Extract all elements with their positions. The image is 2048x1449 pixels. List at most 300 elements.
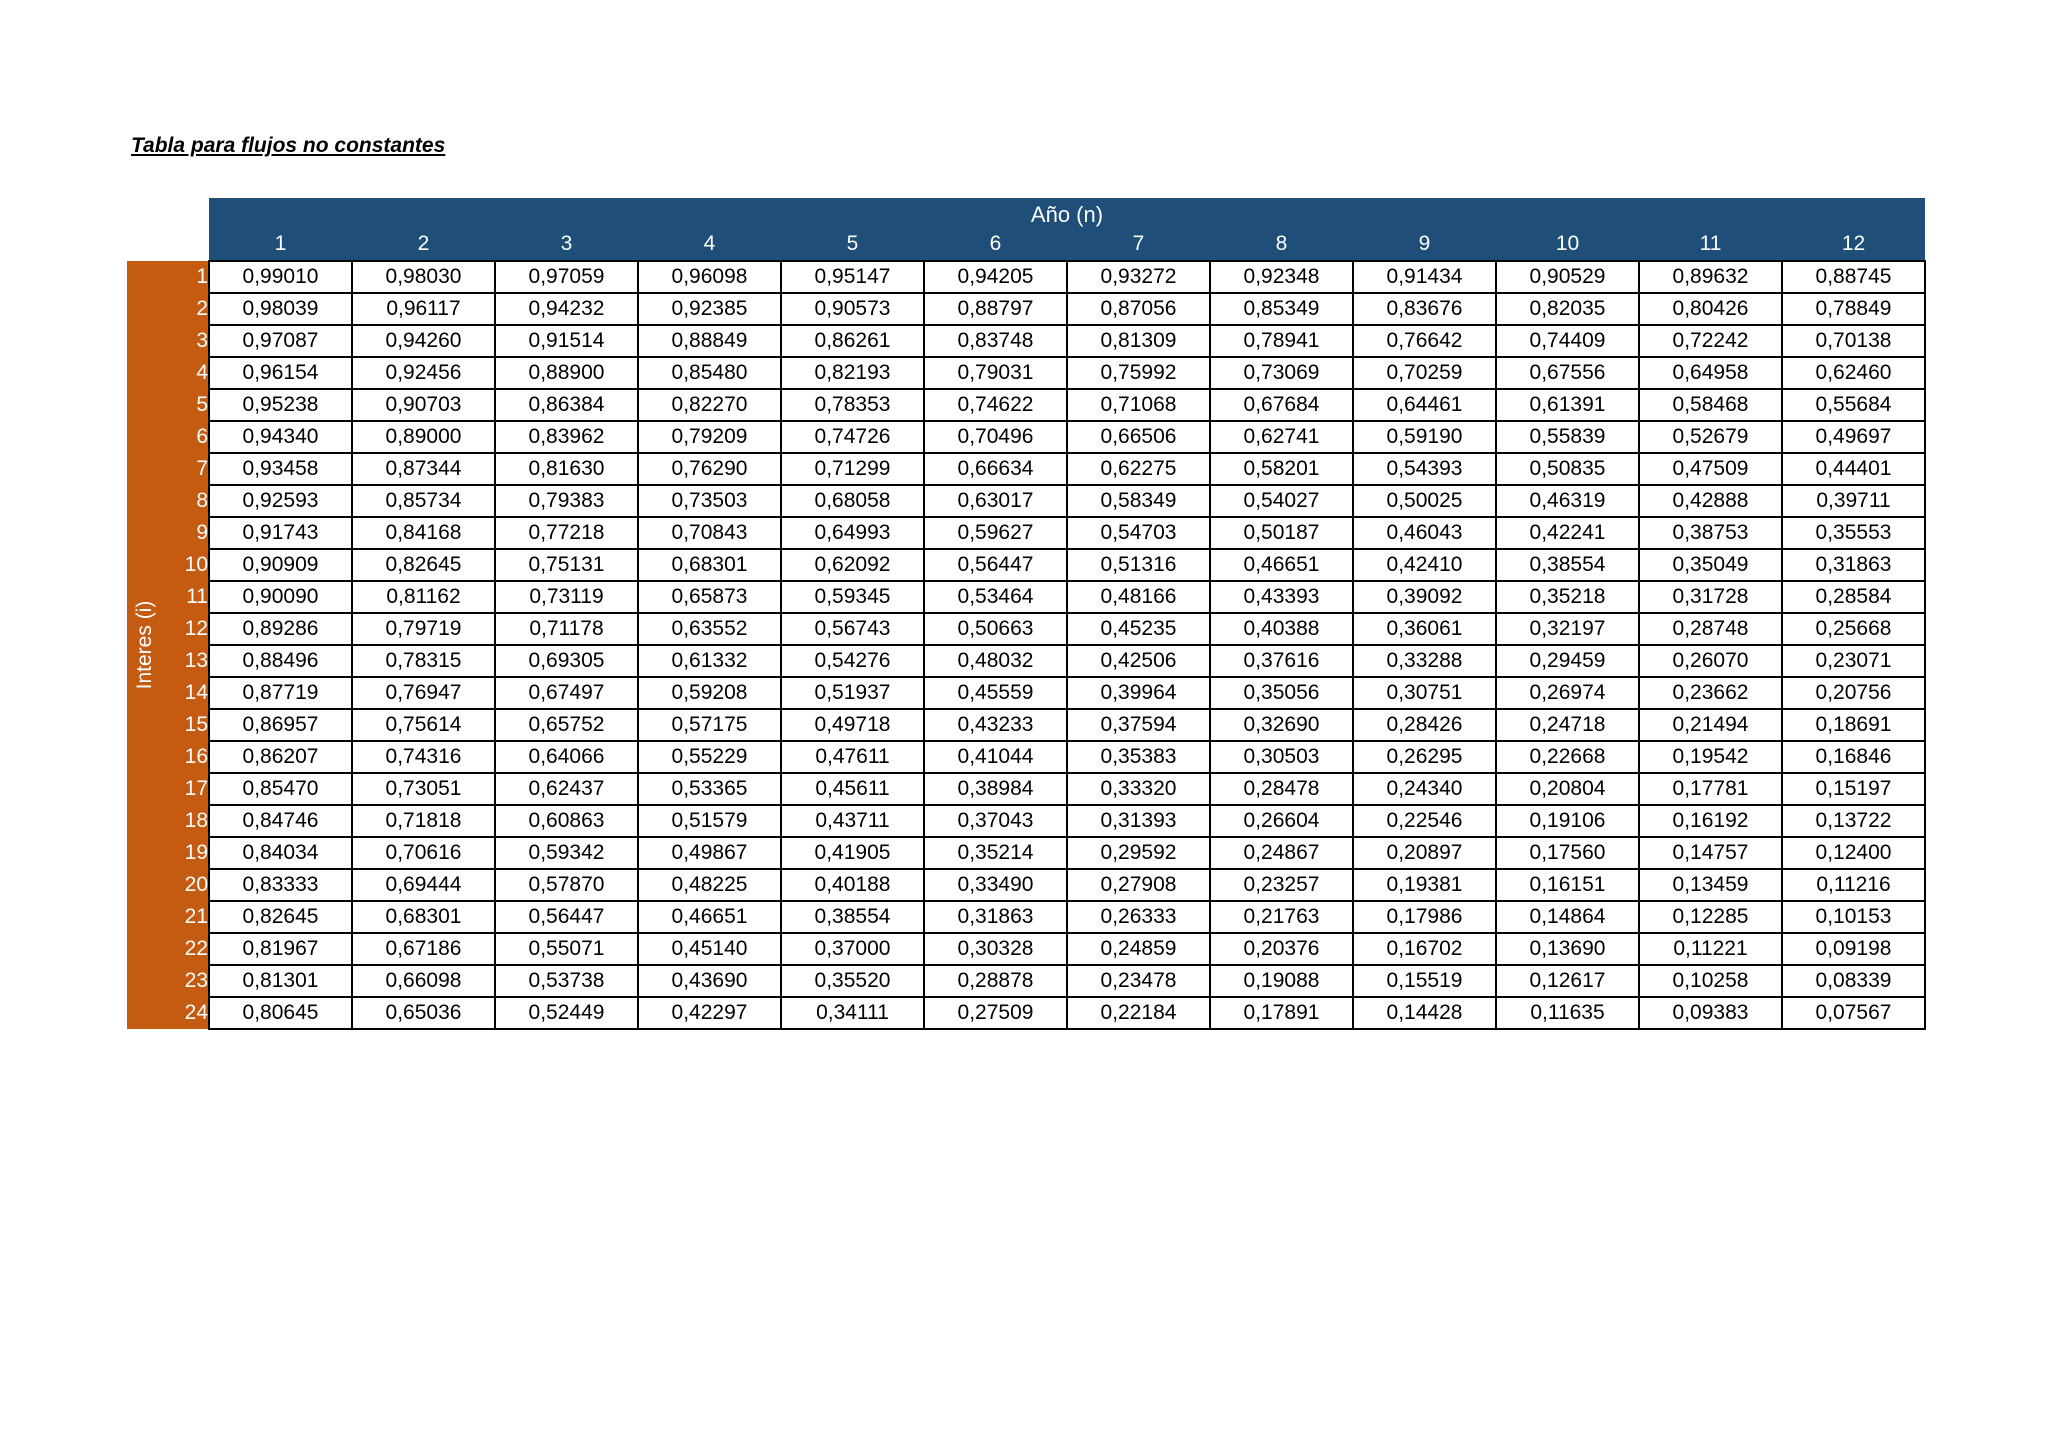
table-cell: 0,24340	[1353, 773, 1496, 805]
table-cell: 0,28426	[1353, 709, 1496, 741]
table-cell: 0,64958	[1639, 357, 1782, 389]
table-cell: 0,35214	[924, 837, 1067, 869]
table-cell: 0,93458	[209, 453, 352, 485]
year-header-cell: 7	[1067, 228, 1210, 261]
table-cell: 0,81967	[209, 933, 352, 965]
table-row	[127, 709, 1925, 741]
table-cell: 0,55684	[1782, 389, 1925, 421]
table-cell: 0,90529	[1496, 261, 1639, 293]
table-cell: 0,66098	[352, 965, 495, 997]
table-cell: 0,48032	[924, 645, 1067, 677]
table-cell: 0,98030	[352, 261, 495, 293]
table-cell: 0,74622	[924, 389, 1067, 421]
interest-rate-cell: 9	[163, 517, 209, 549]
table-cell: 0,88849	[638, 325, 781, 357]
table-cell: 0,91434	[1353, 261, 1496, 293]
table-cell: 0,26333	[1067, 901, 1210, 933]
table-cell: 0,54276	[781, 645, 924, 677]
interest-rate-cell: 1	[163, 261, 209, 293]
table-cell: 0,12400	[1782, 837, 1925, 869]
table-cell: 0,80426	[1639, 293, 1782, 325]
table-cell: 0,17781	[1639, 773, 1782, 805]
table-cell: 0,36061	[1353, 613, 1496, 645]
interest-rate-cell: 14	[163, 677, 209, 709]
table-cell: 0,67684	[1210, 389, 1353, 421]
table-cell: 0,22668	[1496, 741, 1639, 773]
table-cell: 0,37594	[1067, 709, 1210, 741]
table-cell: 0,55229	[638, 741, 781, 773]
table-cell: 0,81630	[495, 453, 638, 485]
table-cell: 0,94260	[352, 325, 495, 357]
table-row	[127, 261, 1925, 293]
table-cell: 0,83962	[495, 421, 638, 453]
table-cell: 0,23478	[1067, 965, 1210, 997]
table-cell: 0,35520	[781, 965, 924, 997]
table-cell: 0,91514	[495, 325, 638, 357]
table-cell: 0,42241	[1496, 517, 1639, 549]
table-cell: 0,79031	[924, 357, 1067, 389]
table-cell: 0,67556	[1496, 357, 1639, 389]
table-cell: 0,64461	[1353, 389, 1496, 421]
table-cell: 0,71178	[495, 613, 638, 645]
table-cell: 0,23257	[1210, 869, 1353, 901]
table-cell: 0,76290	[638, 453, 781, 485]
table-cell: 0,49867	[638, 837, 781, 869]
table-cell: 0,86261	[781, 325, 924, 357]
table-cell: 0,99010	[209, 261, 352, 293]
table-cell: 0,28878	[924, 965, 1067, 997]
table-cell: 0,94232	[495, 293, 638, 325]
table-cell: 0,52449	[495, 997, 638, 1029]
table-cell: 0,56447	[924, 549, 1067, 581]
table-cell: 0,26070	[1639, 645, 1782, 677]
table-cell: 0,39964	[1067, 677, 1210, 709]
table-cell: 0,12617	[1496, 965, 1639, 997]
table-cell: 0,47611	[781, 741, 924, 773]
interest-rate-cell: 8	[163, 485, 209, 517]
table-cell: 0,50025	[1353, 485, 1496, 517]
table-cell: 0,89632	[1639, 261, 1782, 293]
table-cell: 0,22546	[1353, 805, 1496, 837]
table-cell: 0,09383	[1639, 997, 1782, 1029]
table-row	[127, 325, 1925, 357]
table-cell: 0,89286	[209, 613, 352, 645]
table-cell: 0,53365	[638, 773, 781, 805]
table-cell: 0,90573	[781, 293, 924, 325]
row-group-label: Interes (i)	[133, 600, 156, 690]
table-cell: 0,35049	[1639, 549, 1782, 581]
table-cell: 0,07567	[1782, 997, 1925, 1029]
table-cell: 0,76947	[352, 677, 495, 709]
year-header-cell: 10	[1496, 228, 1639, 261]
table-cell: 0,16192	[1639, 805, 1782, 837]
table-cell: 0,16151	[1496, 869, 1639, 901]
table-cell: 0,96098	[638, 261, 781, 293]
table-cell: 0,54027	[1210, 485, 1353, 517]
table-cell: 0,13690	[1496, 933, 1639, 965]
table-cell: 0,88745	[1782, 261, 1925, 293]
year-header-cell: 3	[495, 228, 638, 261]
table-cell: 0,28748	[1639, 613, 1782, 645]
table-cell: 0,21494	[1639, 709, 1782, 741]
table-cell: 0,64066	[495, 741, 638, 773]
table-cell: 0,17560	[1496, 837, 1639, 869]
table-cell: 0,16702	[1353, 933, 1496, 965]
table-cell: 0,58349	[1067, 485, 1210, 517]
table-cell: 0,50835	[1496, 453, 1639, 485]
year-header-cell: 11	[1639, 228, 1782, 261]
year-header-cell: 2	[352, 228, 495, 261]
table-cell: 0,94340	[209, 421, 352, 453]
table-cell: 0,69444	[352, 869, 495, 901]
table-cell: 0,58201	[1210, 453, 1353, 485]
table-cell: 0,38554	[1496, 549, 1639, 581]
table-row	[127, 997, 1925, 1029]
table-cell: 0,75614	[352, 709, 495, 741]
table-cell: 0,91743	[209, 517, 352, 549]
table-row	[127, 933, 1925, 965]
table-cell: 0,63017	[924, 485, 1067, 517]
table-cell: 0,81162	[352, 581, 495, 613]
interest-rate-cell: 12	[163, 613, 209, 645]
table-cell: 0,89000	[352, 421, 495, 453]
table-cell: 0,26604	[1210, 805, 1353, 837]
table-cell: 0,90703	[352, 389, 495, 421]
table-cell: 0,96154	[209, 357, 352, 389]
table-cell: 0,08339	[1782, 965, 1925, 997]
table-cell: 0,71299	[781, 453, 924, 485]
table-cell: 0,95147	[781, 261, 924, 293]
table-cell: 0,51579	[638, 805, 781, 837]
table-cell: 0,86207	[209, 741, 352, 773]
interest-rate-cell: 13	[163, 645, 209, 677]
table-cell: 0,81301	[209, 965, 352, 997]
table-cell: 0,19381	[1353, 869, 1496, 901]
table-row	[127, 837, 1925, 869]
table-cell: 0,15197	[1782, 773, 1925, 805]
table-cell: 0,35218	[1496, 581, 1639, 613]
table-row	[127, 453, 1925, 485]
table-cell: 0,23071	[1782, 645, 1925, 677]
table-row	[127, 901, 1925, 933]
table-cell: 0,71068	[1067, 389, 1210, 421]
table-cell: 0,19542	[1639, 741, 1782, 773]
table-cell: 0,87056	[1067, 293, 1210, 325]
table-cell: 0,30328	[924, 933, 1067, 965]
table-cell: 0,10153	[1782, 901, 1925, 933]
table-cell: 0,82270	[638, 389, 781, 421]
table-cell: 0,70259	[1353, 357, 1496, 389]
table-cell: 0,47509	[1639, 453, 1782, 485]
table-cell: 0,68058	[781, 485, 924, 517]
table-cell: 0,38984	[924, 773, 1067, 805]
table-cell: 0,88496	[209, 645, 352, 677]
table-cell: 0,29592	[1067, 837, 1210, 869]
table-cell: 0,74726	[781, 421, 924, 453]
table-cell: 0,84034	[209, 837, 352, 869]
table-cell: 0,11216	[1782, 869, 1925, 901]
table-cell: 0,92593	[209, 485, 352, 517]
table-cell: 0,96117	[352, 293, 495, 325]
table-cell: 0,54393	[1353, 453, 1496, 485]
table-cell: 0,68301	[638, 549, 781, 581]
table-cell: 0,78353	[781, 389, 924, 421]
table-cell: 0,22184	[1067, 997, 1210, 1029]
discount-factor-table-container	[127, 198, 1926, 1030]
interest-rate-cell: 7	[163, 453, 209, 485]
table-cell: 0,77218	[495, 517, 638, 549]
table-cell: 0,82645	[209, 901, 352, 933]
year-header-cell: 8	[1210, 228, 1353, 261]
table-cell: 0,73119	[495, 581, 638, 613]
table-cell: 0,70616	[352, 837, 495, 869]
table-row	[127, 581, 1925, 613]
table-cell: 0,42410	[1353, 549, 1496, 581]
table-cell: 0,59342	[495, 837, 638, 869]
table-cell: 0,30503	[1210, 741, 1353, 773]
table-cell: 0,48225	[638, 869, 781, 901]
table-cell: 0,88797	[924, 293, 1067, 325]
table-cell: 0,63552	[638, 613, 781, 645]
table-cell: 0,37000	[781, 933, 924, 965]
table-cell: 0,83333	[209, 869, 352, 901]
table-row	[127, 357, 1925, 389]
table-cell: 0,59345	[781, 581, 924, 613]
table-cell: 0,85349	[1210, 293, 1353, 325]
table-cell: 0,55071	[495, 933, 638, 965]
table-cell: 0,79209	[638, 421, 781, 453]
table-cell: 0,58468	[1639, 389, 1782, 421]
table-cell: 0,46651	[638, 901, 781, 933]
table-cell: 0,70496	[924, 421, 1067, 453]
table-cell: 0,74316	[352, 741, 495, 773]
table-cell: 0,73503	[638, 485, 781, 517]
table-cell: 0,12285	[1639, 901, 1782, 933]
table-row	[127, 869, 1925, 901]
table-cell: 0,81309	[1067, 325, 1210, 357]
table-cell: 0,41044	[924, 741, 1067, 773]
table-cell: 0,11221	[1639, 933, 1782, 965]
table-cell: 0,43233	[924, 709, 1067, 741]
table-cell: 0,33490	[924, 869, 1067, 901]
table-cell: 0,20804	[1496, 773, 1639, 805]
table-row	[127, 805, 1925, 837]
table-cell: 0,42506	[1067, 645, 1210, 677]
table-row	[127, 613, 1925, 645]
table-cell: 0,67186	[352, 933, 495, 965]
interest-rate-cell: 23	[163, 965, 209, 997]
table-cell: 0,51937	[781, 677, 924, 709]
table-cell: 0,20376	[1210, 933, 1353, 965]
table-cell: 0,88900	[495, 357, 638, 389]
table-cell: 0,65752	[495, 709, 638, 741]
table-cell: 0,76642	[1353, 325, 1496, 357]
table-cell: 0,31393	[1067, 805, 1210, 837]
header-title-row	[127, 198, 1925, 228]
table-cell: 0,66506	[1067, 421, 1210, 453]
table-cell: 0,31863	[924, 901, 1067, 933]
table-cell: 0,56743	[781, 613, 924, 645]
table-cell: 0,43690	[638, 965, 781, 997]
table-cell: 0,31728	[1639, 581, 1782, 613]
table-cell: 0,82193	[781, 357, 924, 389]
table-row	[127, 645, 1925, 677]
table-cell: 0,62092	[781, 549, 924, 581]
table-cell: 0,45559	[924, 677, 1067, 709]
table-cell: 0,30751	[1353, 677, 1496, 709]
table-row	[127, 485, 1925, 517]
table-cell: 0,78849	[1782, 293, 1925, 325]
table-cell: 0,50663	[924, 613, 1067, 645]
table-cell: 0,97087	[209, 325, 352, 357]
table-cell: 0,75131	[495, 549, 638, 581]
interest-rate-cell: 10	[163, 549, 209, 581]
table-cell: 0,39711	[1782, 485, 1925, 517]
table-cell: 0,41905	[781, 837, 924, 869]
table-cell: 0,51316	[1067, 549, 1210, 581]
table-cell: 0,15519	[1353, 965, 1496, 997]
table-cell: 0,34111	[781, 997, 924, 1029]
table-cell: 0,92348	[1210, 261, 1353, 293]
table-cell: 0,84168	[352, 517, 495, 549]
table-cell: 0,32690	[1210, 709, 1353, 741]
table-cell: 0,19088	[1210, 965, 1353, 997]
table-cell: 0,86957	[209, 709, 352, 741]
header-corner	[127, 228, 209, 261]
table-cell: 0,66634	[924, 453, 1067, 485]
document-title: Tabla para flujos no constantes	[131, 134, 446, 157]
table-cell: 0,90090	[209, 581, 352, 613]
table-row	[127, 965, 1925, 997]
table-cell: 0,14428	[1353, 997, 1496, 1029]
table-cell: 0,85470	[209, 773, 352, 805]
table-cell: 0,28478	[1210, 773, 1353, 805]
table-cell: 0,93272	[1067, 261, 1210, 293]
table-cell: 0,69305	[495, 645, 638, 677]
table-body	[127, 261, 1925, 1029]
table-cell: 0,44401	[1782, 453, 1925, 485]
interest-rate-cell: 5	[163, 389, 209, 421]
table-row	[127, 293, 1925, 325]
table-cell: 0,79719	[352, 613, 495, 645]
table-cell: 0,20897	[1353, 837, 1496, 869]
table-cell: 0,39092	[1353, 581, 1496, 613]
table-cell: 0,53464	[924, 581, 1067, 613]
table-cell: 0,49718	[781, 709, 924, 741]
table-cell: 0,82035	[1496, 293, 1639, 325]
interest-rate-cell: 16	[163, 741, 209, 773]
table-cell: 0,42297	[638, 997, 781, 1029]
table-cell: 0,33320	[1067, 773, 1210, 805]
table-cell: 0,23662	[1639, 677, 1782, 709]
year-header-cell: 4	[638, 228, 781, 261]
interest-rate-cell: 2	[163, 293, 209, 325]
table-cell: 0,82645	[352, 549, 495, 581]
table-cell: 0,78941	[1210, 325, 1353, 357]
table-row	[127, 773, 1925, 805]
interest-rate-cell: 3	[163, 325, 209, 357]
table-cell: 0,24718	[1496, 709, 1639, 741]
table-cell: 0,19106	[1496, 805, 1639, 837]
table-row	[127, 741, 1925, 773]
year-header-cell: 9	[1353, 228, 1496, 261]
table-cell: 0,71818	[352, 805, 495, 837]
table-cell: 0,61332	[638, 645, 781, 677]
table-cell: 0,80645	[209, 997, 352, 1029]
table-cell: 0,60863	[495, 805, 638, 837]
interest-rate-cell: 20	[163, 869, 209, 901]
table-cell: 0,17986	[1353, 901, 1496, 933]
table-cell: 0,26974	[1496, 677, 1639, 709]
table-row	[127, 421, 1925, 453]
table-cell: 0,48166	[1067, 581, 1210, 613]
table-cell: 0,53738	[495, 965, 638, 997]
table-cell: 0,13722	[1782, 805, 1925, 837]
table-cell: 0,70843	[638, 517, 781, 549]
table-cell: 0,55839	[1496, 421, 1639, 453]
row-group-label-cell	[127, 261, 163, 1029]
table-cell: 0,27908	[1067, 869, 1210, 901]
table-cell: 0,70138	[1782, 325, 1925, 357]
table-cell: 0,33288	[1353, 645, 1496, 677]
table-cell: 0,14864	[1496, 901, 1639, 933]
table-cell: 0,13459	[1639, 869, 1782, 901]
table-cell: 0,59627	[924, 517, 1067, 549]
table-cell: 0,54703	[1067, 517, 1210, 549]
table-cell: 0,26295	[1353, 741, 1496, 773]
table-cell: 0,95238	[209, 389, 352, 421]
table-row	[127, 677, 1925, 709]
table-cell: 0,46319	[1496, 485, 1639, 517]
table-cell: 0,64993	[781, 517, 924, 549]
table-row	[127, 389, 1925, 421]
table-cell: 0,83676	[1353, 293, 1496, 325]
table-cell: 0,52679	[1639, 421, 1782, 453]
interest-rate-cell: 22	[163, 933, 209, 965]
table-cell: 0,38753	[1639, 517, 1782, 549]
table-cell: 0,85480	[638, 357, 781, 389]
table-cell: 0,56447	[495, 901, 638, 933]
table-cell: 0,59190	[1353, 421, 1496, 453]
table-cell: 0,87344	[352, 453, 495, 485]
table-cell: 0,49697	[1782, 421, 1925, 453]
interest-rate-cell: 19	[163, 837, 209, 869]
discount-factor-table	[127, 198, 1926, 1030]
table-cell: 0,79383	[495, 485, 638, 517]
interest-rate-cell: 17	[163, 773, 209, 805]
table-cell: 0,25668	[1782, 613, 1925, 645]
table-cell: 0,43711	[781, 805, 924, 837]
year-header-cell: 5	[781, 228, 924, 261]
table-cell: 0,73051	[352, 773, 495, 805]
table-cell: 0,17891	[1210, 997, 1353, 1029]
table-cell: 0,57870	[495, 869, 638, 901]
table-cell: 0,40188	[781, 869, 924, 901]
table-cell: 0,24867	[1210, 837, 1353, 869]
table-cell: 0,21763	[1210, 901, 1353, 933]
table-cell: 0,37616	[1210, 645, 1353, 677]
table-cell: 0,40388	[1210, 613, 1353, 645]
interest-rate-cell: 6	[163, 421, 209, 453]
year-header-cell: 6	[924, 228, 1067, 261]
table-cell: 0,45235	[1067, 613, 1210, 645]
table-cell: 0,32197	[1496, 613, 1639, 645]
table-cell: 0,68301	[352, 901, 495, 933]
table-cell: 0,62437	[495, 773, 638, 805]
table-cell: 0,11635	[1496, 997, 1639, 1029]
table-cell: 0,29459	[1496, 645, 1639, 677]
table-row	[127, 549, 1925, 581]
